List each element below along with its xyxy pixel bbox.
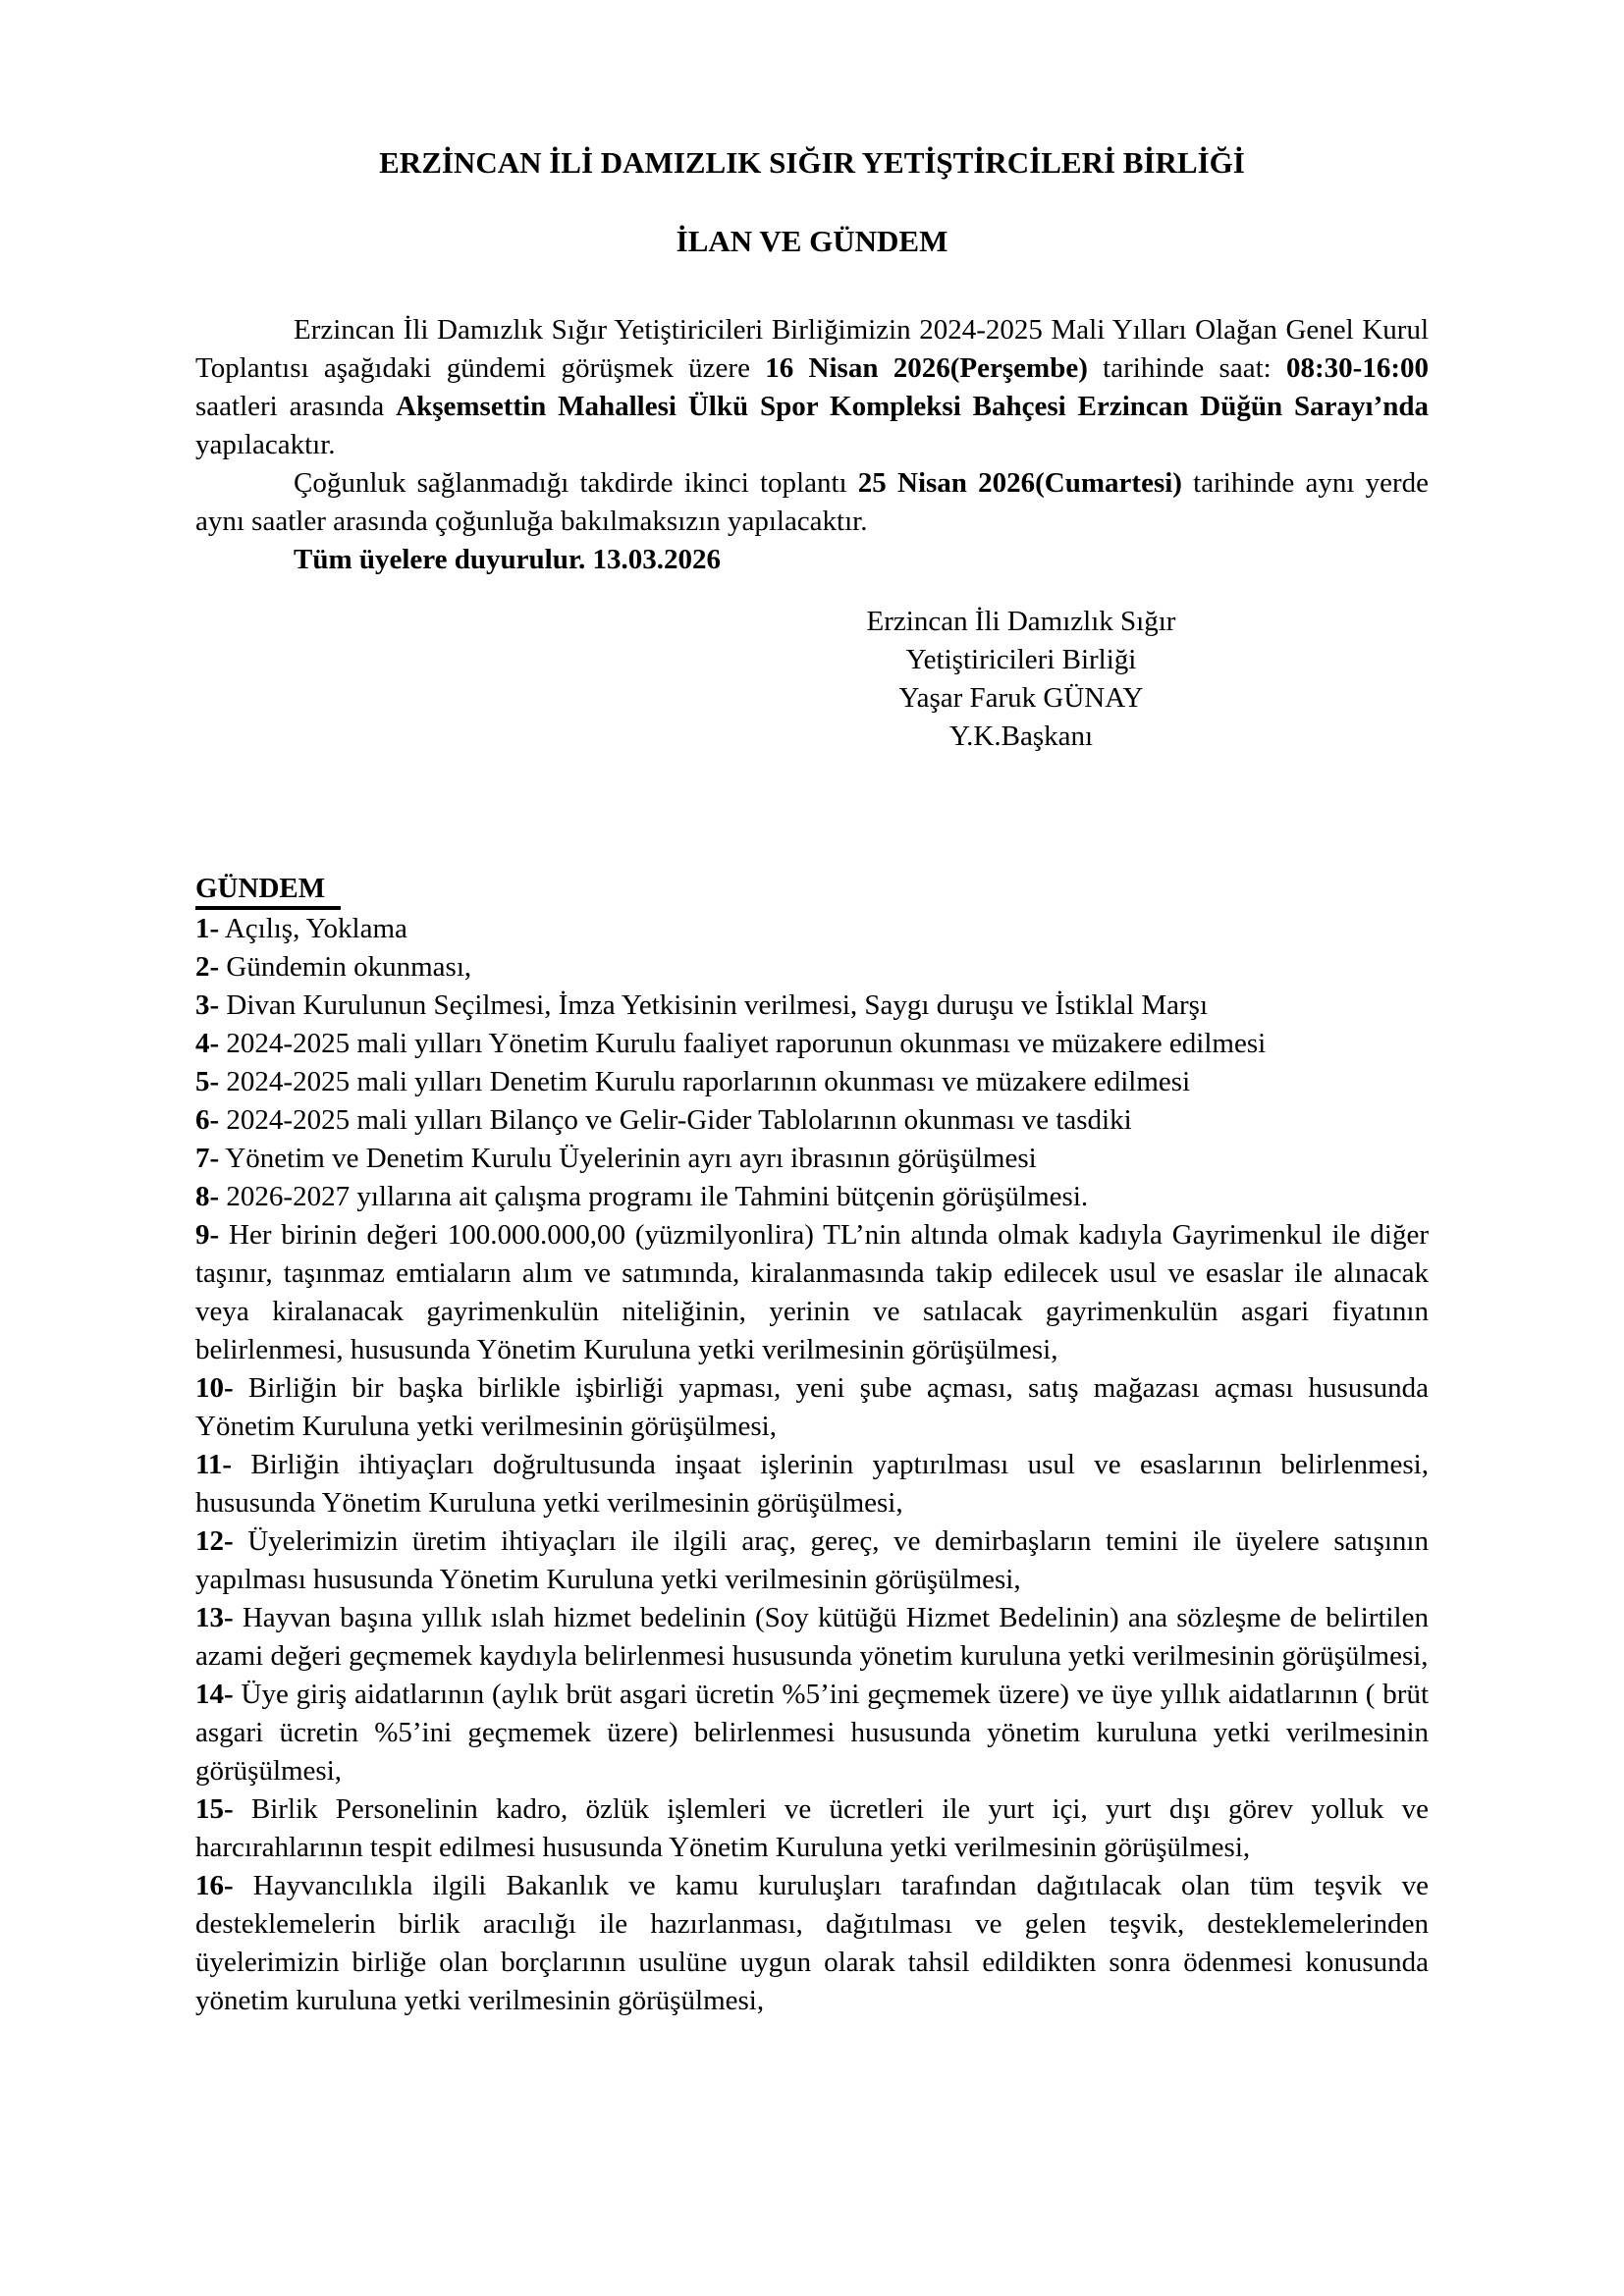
agenda-item-number: 16- [195, 1870, 234, 1901]
text-run: Çoğunluk sağlanmadığı takdirde ikinci toplantı [294, 467, 858, 499]
agenda-item: 3- Divan Kurulunun Seçilmesi, İmza Yetkisinin verilmesi, Saygı duruşu ve İstiklal Marşı [195, 989, 1209, 1021]
agenda-item: 1- Açılış, Yoklama [195, 913, 407, 944]
document-subtitle: İLAN VE GÜNDEM [676, 224, 948, 258]
agenda-item: 11- Birliğin ihtiyaçları doğrultusunda inşaat işlerinin yaptırılması usul ve esaslarının belirlenmesi, hususunda Yönetim Kuruluna yetki verilmesinin görüşülmesi, [195, 1449, 1429, 1519]
document-title: ERZİNCAN İLİ DAMIZLIK SIĞIR YETİŞTİRCİLERİ BİRLİĞİ [379, 145, 1245, 180]
agenda-heading: GÜNDEM [195, 872, 341, 910]
signature-line: Y.K.Başkanı [948, 721, 1094, 752]
bold-text-run: 16 Nisan 2026(Perşembe) [765, 352, 1088, 384]
agenda-item: 7- Yönetim ve Denetim Kurulu Üyelerinin ayrı ayrı ibrasının görüşülmesi [195, 1143, 1037, 1174]
agenda-item-number: 10- [195, 1372, 234, 1404]
agenda-item: 2- Gündemin okunması, [195, 951, 472, 983]
agenda-item: 9- Her birinin değeri 100.000.000,00 (yüzmilyonlira) TL’nin altında olmak kadıyla Gayrimenkul ile diğer taşınır, taşınmaz emtiaların alım ve satımında, kiralanmasında takip edilecek usul ve esaslar ile alınacak veya kiralanacak gayrimenkulün niteliğinin, yerinin ve satılacak gayrimenkulün asgari fiyatının belirlenmesi, hususunda Yönetim Kuruluna yetki verilmesinin görüşülmesi, [195, 1219, 1429, 1365]
agenda-item-number: 14- [195, 1679, 234, 1710]
text-run: saatleri arasında [195, 391, 397, 422]
agenda-item-number: 9- [195, 1219, 220, 1251]
agenda-section [195, 870, 1429, 2020]
signature-line: Erzincan İli Damızlık Sığır [866, 606, 1176, 637]
signature-block [790, 603, 1252, 756]
agenda-item-number: 7- [195, 1143, 220, 1174]
agenda-item-number: 5- [195, 1066, 220, 1097]
agenda-item-number: 1- [195, 913, 220, 944]
bold-text-run: Akşemsettin Mahallesi Ülkü Spor Kompleksi Bahçesi Erzincan Düğün Sarayı’nda [396, 391, 1429, 422]
agenda-item-number: 13- [195, 1602, 234, 1633]
agenda-item-number: 15- [195, 1793, 234, 1825]
text-run: Erzincan İli Damızlık Sığır Yetiştiricileri Birliğimizin 2024-2025 Mali Yılları Olağan Genel Kurul Toplantısı aşağıdaki gündemi görüşmek üzere [195, 314, 1429, 384]
agenda-item: 15- Birlik Personelinin kadro, özlük işlemleri ve ücretleri ile yurt içi, yurt dışı görev yolluk ve harcırahlarının tespit edilmesi hususunda Yönetim Kuruluna yetki verilmesinin görüşülmesi, [195, 1793, 1429, 1863]
bold-text-run: 25 Nisan 2026(Cumartesi) [857, 467, 1182, 499]
agenda-item: 8- 2026-2027 yıllarına ait çalışma programı ile Tahmini bütçenin görüşülmesi. [195, 1181, 1089, 1212]
agenda-item: 16- Hayvancılıkla ilgili Bakanlık ve kamu kuruluşları tarafından dağıtılacak olan tüm teşvik ve desteklemelerin birlik aracılığı ile hazırlanması, dağıtılması ve gelen teşvik, desteklemelerinden üyelerimizin birliğe olan borçlarının usulüne uygun olarak tahsil edildikten sonra ödenmesi konusunda yönetim kuruluna yetki verilmesinin görüşülmesi, [195, 1870, 1429, 2016]
intro-paragraph-first-meeting [195, 311, 1429, 464]
text-run: yapılacaktır. [195, 429, 336, 460]
agenda-item-number: 2- [195, 951, 220, 983]
agenda-item-number: 11- [195, 1449, 233, 1480]
text-run: tarihinde saat: [1087, 352, 1287, 384]
announcement-line: Tüm üyelere duyurulur. 13.03.2026 [294, 544, 722, 575]
agenda-item: 4- 2024-2025 mali yılları Yönetim Kurulu faaliyet raporunun okunması ve müzakere edilmesi [195, 1028, 1267, 1059]
agenda-item-number: 3- [195, 989, 220, 1021]
agenda-item-number: 4- [195, 1028, 220, 1059]
signature-line: Yaşar Faruk GÜNAY [898, 682, 1144, 714]
intro-paragraph-second-meeting [195, 464, 1429, 541]
agenda-heading-row [195, 870, 1429, 910]
agenda-item-number: 6- [195, 1104, 220, 1136]
agenda-item: 12- Üyelerimizin üretim ihtiyaçları ile ilgili araç, gereç, ve demirbaşların temini ile üyelere satışının yapılması hususunda Yönetim Kuruluna yetki verilmesinin görüşülmesi, [195, 1525, 1429, 1595]
signature-line: Yetiştiricileri Birliği [905, 644, 1137, 675]
agenda-item-number: 8- [195, 1181, 220, 1212]
agenda-item: 14- Üye giriş aidatlarının (aylık brüt asgari ücretin %5’ini geçmemek üzere) ve üye yıllık aidatlarının ( brüt asgari ücretin %5’ini geçmemek üzere) belirlenmesi hususunda yönetim kuruluna yetki verilmesinin görüşülmesi, [195, 1679, 1429, 1787]
agenda-list [195, 910, 1429, 2020]
agenda-item-number: 12- [195, 1525, 234, 1557]
agenda-item: 13- Hayvan başına yıllık ıslah hizmet bedelinin (Soy kütüğü Hizmet Bedelinin) ana sözleşme de belirtilen azami değeri geçmemek kaydıyla belirlenmesi hususunda yönetim kuruluna yetki verilmesinin görüşülmesi, [195, 1602, 1429, 1672]
text-run: tarihinde aynı yerde aynı saatler arasında çoğunluğa bakılmaksızın yapılacaktır. [195, 467, 1430, 537]
bold-text-run: 08:30-16:00 [1286, 352, 1429, 384]
agenda-item: 10- Birliğin bir başka birlikle işbirliği yapması, yeni şube açması, satış mağazası açması hususunda Yönetim Kuruluna yetki verilmesinin görüşülmesi, [195, 1372, 1429, 1442]
agenda-item: 5- 2024-2025 mali yılları Denetim Kurulu raporlarının okunması ve müzakere edilmesi [195, 1066, 1191, 1097]
agenda-item: 6- 2024-2025 mali yılları Bilanço ve Gelir-Gider Tablolarının okunması ve tasdiki [195, 1104, 1132, 1136]
